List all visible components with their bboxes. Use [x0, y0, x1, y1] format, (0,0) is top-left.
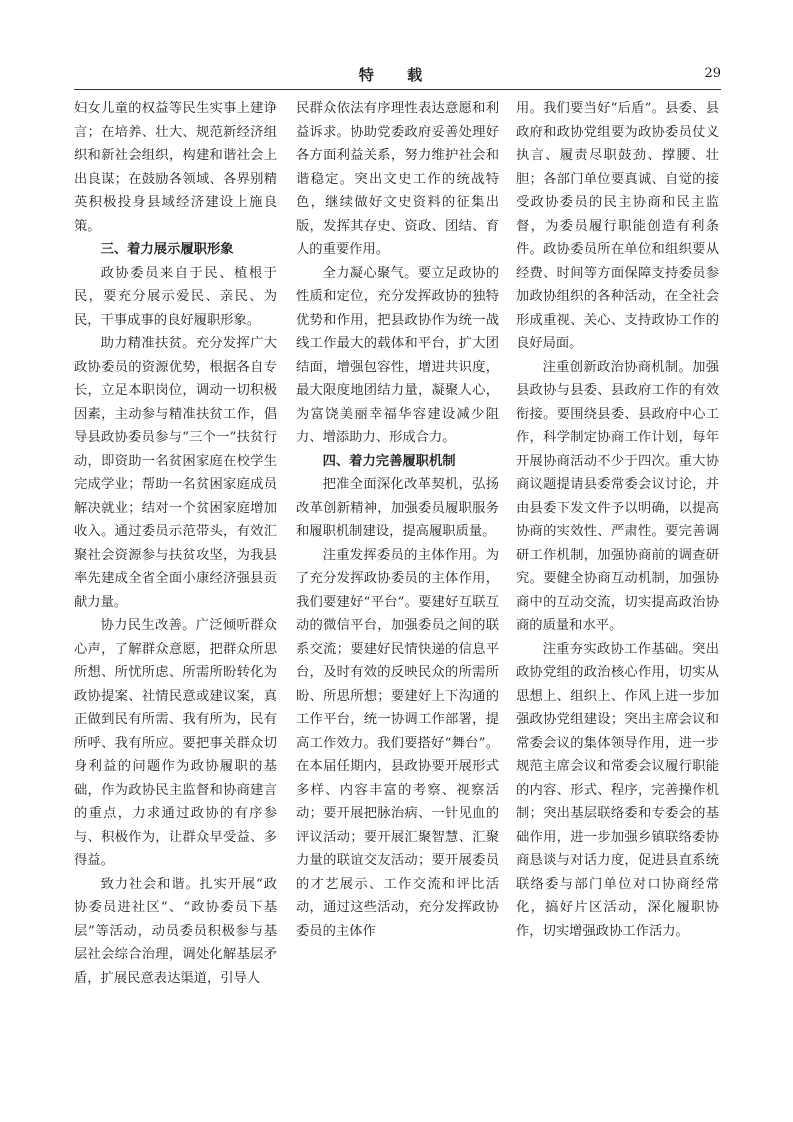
paragraph: 协力民生改善。广泛倾听群众心声，了解群众意愿，把群众所思所想、所忧所虑、所需所盼转化为政协提案、社情民意或建议案，真正做到民有所需、我有所为，民有所呼、我有所应。要把事关群众切身利益的问题作为政协履职的基础，作为政协民主监督和协商建言的重点，力求通过政协的有序参与、积极作为，让群众早受益、多得益。: [74, 618, 277, 868]
section-heading: 四、着力完善履职机制: [322, 453, 456, 469]
text-column-2: [296, 97, 499, 997]
paragraph: 民群众依法有序理性表达意愿和利益诉求。协助党委政府妥善处理好各方面利益关系，努力维护社会和谐稳定。突出文史工作的统战特色，继续做好文史资料的征集出版，发挥其存史、资政、团结、育人的重要作用。: [296, 101, 499, 257]
paragraph: 助力精准扶贫。充分发挥广大政协委员的资源优势，根据各自专长，立足本职岗位，调动一切积极因素，主动参与精准扶贫工作，倡导县政协委员参与“三个一”扶贫行动，即资助一名贫困家庭在校学生完成学业；帮助一名贫困家庭成员解决就业；结对一个贫困家庭增加收入。通过委员示范带头，有效汇聚社会资源参与扶贫攻坚，为我县率先建成全省全面小康经济强县贡献力量。: [74, 336, 277, 610]
running-header: [74, 60, 721, 90]
paragraph: 全力凝心聚气。要立足政协的性质和定位，充分发挥政协的独特优势和作用，把县政协作为统一战线工作最大的载体和平台，扩大团结面，增强包容性，增进共识度，最大限度地团结力量，凝聚人心，为富饶美丽幸福华容建设减少阻力、增添助力、形成合力。: [296, 265, 499, 445]
paragraph: 用。我们要当好“后盾”。县委、县政府和政协党组要为政协委员仗义执言、履责尽职鼓劲、撑腰、壮胆；各部门单位要真诚、自觉的接受政协委员的民主协商和民主监督，为委员履行职能创造有利条件。政协委员所在单位和组织要从经费、时间等方面保障支持委员参加政协组织的各种活动，在全社会形成重视、关心、支持政协工作的良好局面。: [516, 101, 719, 351]
paragraph: 注重发挥委员的主体作用。为了充分发挥政协委员的主体作用，我们要建好“平台”。要建好互联互动的微信平台，加强委员之间的联系交流；要建好民情快递的信息平台，及时有效的反映民众的所需所盼、所思所想；要建好上下沟通的工作平台，统一协调工作部署，提高工作效力。我们要搭好“舞台”。在本届任期内，县政协要开展形式多样、内容丰富的考察、视察活动；要开展把脉治病、一针见血的评议活动；要开展汇聚智慧、汇聚力量的联谊交友活动；要开展委员的才艺展示、工作交流和评比活动，通过这些活动，充分发挥政协委员的主体作: [296, 547, 499, 939]
header-rule: [74, 89, 721, 90]
text-column-1: [74, 97, 277, 997]
paragraph: 妇女儿童的权益等民生实事上建诤言；在培养、壮大、规范新经济组织和新社会组织，构建和谐社会上出良谋；在鼓励各领域、各界别精英积极投身县域经济建设上施良策。: [74, 101, 277, 234]
page-number: 29: [704, 66, 721, 81]
text-column-3: [516, 97, 719, 997]
paragraph: 政协委员来自于民、植根于民，要充分展示爱民、亲民、为民，干事成事的良好履职形象。: [74, 265, 277, 328]
section-title: 特 载: [358, 66, 437, 84]
paragraph: 把准全面深化改革契机，弘扬改革创新精神，加强委员履职服务和履职机制建设，提高履职质量。: [296, 477, 499, 539]
section-heading: 三、着力展示履职形象: [100, 242, 234, 257]
paragraph: 注重创新政治协商机制。加强县政协与县委、县政府工作的有效衔接。要围绕县委、县政府中心工作，科学制定协商工作计划，每年开展协商活动不少于四次。重大协商议题提请县委常委会议讨论，并由县委下发文件予以明确，以提高协商的实效性、严肃性。要完善调研工作机制，加强协商前的调查研究。要健全协商互动机制，加强协商中的互动交流，切实提高政治协商的质量和水平。: [516, 359, 719, 633]
paragraph: 注重夯实政协工作基础。突出政协党组的政治核心作用，切实从思想上、组织上、作风上进一步加强政协党组建设；突出主席会议和常委会议的集体领导作用，进一步规范主席会议和常委会议履行职能的内容、形式、程序，完善操作机制；突出基层联络委和专委会的基础作用，进一步加强乡镇联络委协商恳谈与对话力度，促进县直系统联络委与部门单位对口协商经常化，搞好片区活动，深化履职协作，切实增强政协工作活力。: [516, 641, 719, 939]
paragraph: 致力社会和谐。扎实开展“政协委员进社区”、“政协委员下基层”等活动，动员委员积极参与基层社会综合治理，调处化解基层矛盾，扩展民意表达渠道，引导人: [74, 876, 277, 986]
